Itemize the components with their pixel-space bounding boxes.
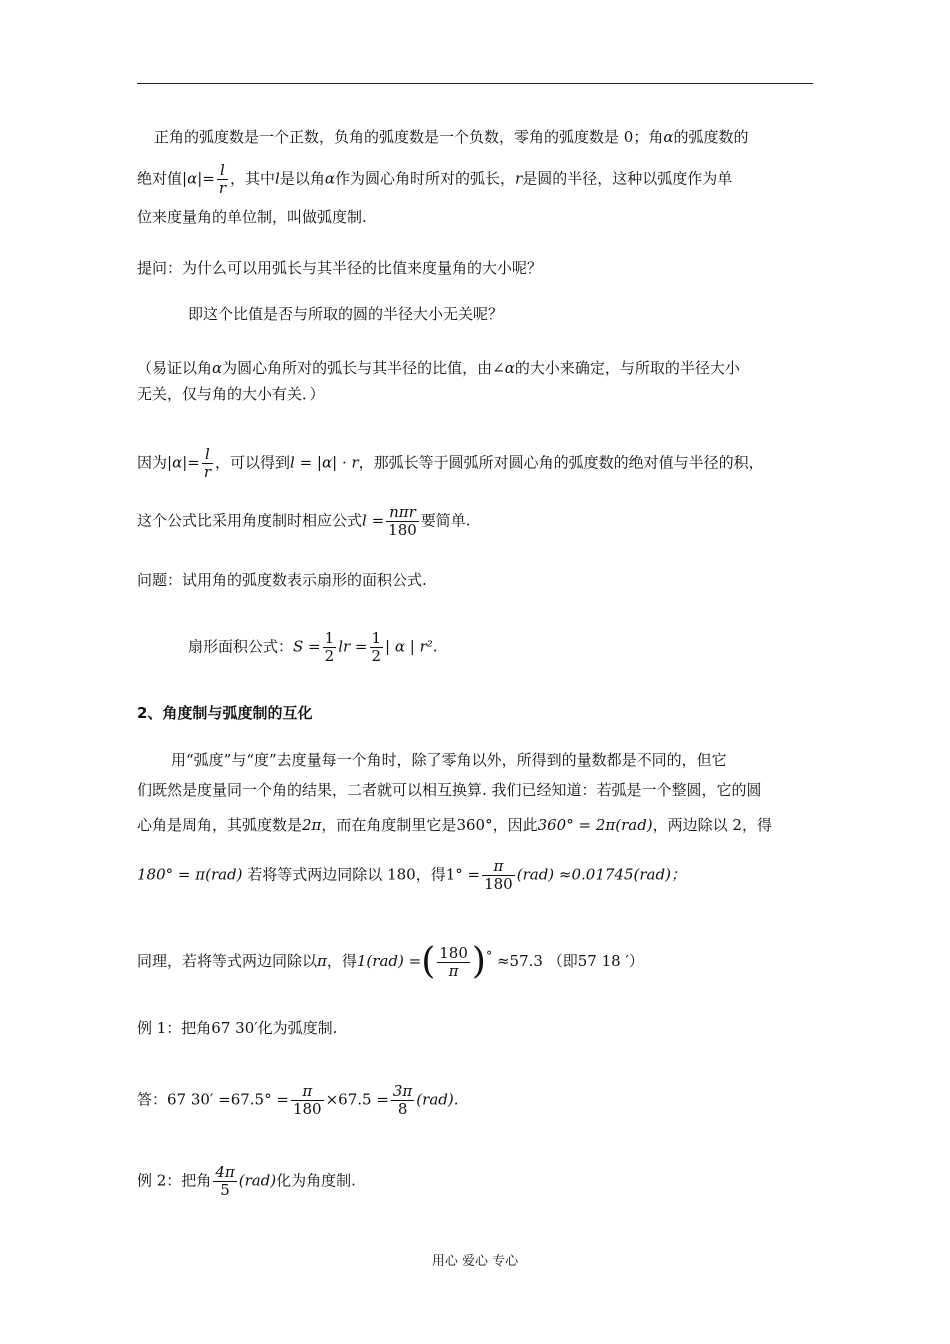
- text: 扇形面积公式：: [188, 637, 294, 656]
- text: （易证以角: [137, 359, 213, 377]
- formula-lr: lr =: [338, 637, 368, 656]
- alpha-symbol: α: [324, 169, 335, 188]
- fraction-180-over-pi: [437, 945, 470, 980]
- text: ，那弧长等于圆弧所对圆心角的弧度数的绝对值与半径的积，: [358, 453, 764, 472]
- denominator: 5: [220, 1181, 230, 1199]
- pi-symbol: π: [317, 952, 327, 970]
- equation-360: 360° = 2π(rad): [537, 816, 653, 834]
- text: 这个公式比采用角度制时相应公式: [137, 511, 363, 530]
- answer-line: [137, 1083, 458, 1118]
- text: 化为角度制.: [276, 1171, 356, 1190]
- numerator: 180: [439, 943, 468, 962]
- denominator: r: [218, 179, 227, 197]
- question-2: 即这个比值是否与所取的圆的半径大小无关呢？: [188, 305, 504, 323]
- numerator: l: [202, 446, 213, 464]
- deg-360: 360°: [456, 816, 493, 834]
- approx-rad: (rad) ≈0.01745(rad)；: [516, 865, 686, 884]
- abs-alpha: |α|: [167, 453, 188, 472]
- formula-s: S =: [293, 637, 321, 656]
- denominator: 180: [292, 1100, 322, 1118]
- text: 的大小来确定，与所取的半径大小: [514, 359, 740, 377]
- approx-value: ≈57.3: [496, 952, 543, 970]
- header-rule: [137, 83, 813, 84]
- degree-mark: °: [485, 948, 493, 963]
- example-1: 例 1：把角67 30′化为弧度制.: [137, 1019, 338, 1037]
- answer-mid: ×67.5 =: [325, 1090, 389, 1109]
- two-pi: 2π: [302, 816, 322, 834]
- one-degree: 1° =: [445, 865, 481, 884]
- fraction-pi-over-180: [291, 1083, 324, 1118]
- para1-line1: [154, 127, 748, 147]
- text: ，得: [326, 952, 357, 970]
- text: 是以角: [279, 169, 325, 188]
- para1-line2: [137, 162, 732, 197]
- because-line: [137, 446, 764, 481]
- text: 的弧度数的: [673, 128, 749, 146]
- denominator: π: [448, 961, 459, 980]
- alpha-symbol: α: [663, 128, 674, 146]
- text: ，而在角度制里它是: [321, 816, 457, 834]
- numerator: 3π: [392, 1082, 413, 1100]
- denominator: 8: [397, 1100, 408, 1118]
- fraction-l-over-r: [217, 162, 228, 197]
- l-symbol: l: [275, 169, 280, 188]
- para2-line2: 们既然是度量同一个角的结果，二者就可以相互换算. 我们已经知道：若弧是一个整圆，它的圆: [137, 781, 762, 799]
- numerator: nπr: [386, 504, 419, 522]
- fraction-l-over-r: [202, 446, 213, 481]
- fraction-npir-over-180: [386, 504, 419, 539]
- denominator: 2: [371, 647, 382, 665]
- para2-line3: [137, 815, 772, 835]
- fraction-pi-over-180: [482, 858, 515, 893]
- text: （即57 18 ′）: [547, 952, 644, 970]
- text: 若将等式两边同除以 180，得: [247, 865, 446, 884]
- denominator: 180: [484, 875, 513, 893]
- text: 同理，若将等式两边同除以: [137, 952, 318, 970]
- text: ，因此: [492, 816, 538, 834]
- numerator: π: [291, 1083, 324, 1101]
- right-paren: ): [471, 941, 486, 982]
- sector-formula-line: [188, 630, 438, 665]
- fraction-one-half: [323, 630, 337, 665]
- formula-lhs: l =: [362, 511, 385, 530]
- text: ，两边除以 2，得: [652, 816, 772, 834]
- text: 作为圆心角时所对的弧长，: [335, 169, 516, 188]
- alpha-symbol: α: [212, 359, 223, 377]
- abs-alpha: |α|: [182, 169, 203, 188]
- one-rad: 1(rad) =: [356, 952, 422, 970]
- fraction-4pi-over-5: [213, 1164, 236, 1199]
- equals: =: [202, 169, 215, 188]
- answer-lhs: 67 30′ =67.5° =: [167, 1090, 289, 1109]
- numerator: 4π: [215, 1163, 235, 1181]
- text: 是圆的半径，这种以弧度作为单: [522, 169, 733, 188]
- equals: =: [187, 453, 200, 472]
- problem-line: 问题：试用角的弧度数表示扇形的面积公式.: [137, 571, 427, 589]
- numerator: 1: [324, 629, 335, 647]
- same-line: [137, 942, 644, 982]
- text: 要简单.: [420, 511, 471, 530]
- denominator: 180: [388, 521, 417, 539]
- text: ，其中: [230, 169, 276, 188]
- numerator: 1: [371, 629, 382, 647]
- left-paren: (: [421, 941, 436, 982]
- section-heading: 2、角度制与弧度制的互化: [137, 704, 313, 722]
- formula-tail: | α | r².: [385, 637, 438, 656]
- text: 心角是周角，其弧度数是: [137, 816, 303, 834]
- fraction-one-half: [370, 630, 384, 665]
- equation-180: 180° = π(rad): [137, 865, 243, 884]
- example-2: [137, 1164, 356, 1199]
- note-line2: 无关，仅与角的大小有关．）: [137, 385, 325, 403]
- text: 绝对值: [137, 169, 183, 188]
- note-line1: [137, 358, 740, 378]
- answer-rhs: (rad).: [416, 1090, 459, 1109]
- text: 为圆心角所对的弧长与其半径的比值，由: [222, 359, 493, 377]
- para2-line1: 用“弧度”与“度”去度量每一个角时，除了零角以外，所得到的量数都是不同的，但它: [171, 751, 727, 769]
- page-footer: 用心 爱心 专心: [431, 1254, 519, 1269]
- r-symbol: r: [515, 169, 523, 188]
- formula-line: [137, 504, 471, 539]
- angle-alpha: ∠α: [492, 359, 515, 377]
- para1-line3: 位来度量角的单位制，叫做弧度制.: [137, 208, 367, 226]
- denominator: r: [203, 463, 212, 481]
- text: 答：: [137, 1090, 168, 1109]
- numerator: l: [217, 162, 228, 180]
- para2-line4: [137, 858, 686, 893]
- fraction-3pi-over-8: [391, 1083, 414, 1118]
- arc-length-formula: l = |α| · r: [290, 453, 359, 472]
- text: 例 2：把角: [137, 1171, 212, 1190]
- numerator: π: [482, 858, 515, 876]
- question-1: 提问：为什么可以用弧长与其半径的比值来度量角的大小呢？: [137, 259, 543, 277]
- denominator: 2: [324, 647, 335, 665]
- rad-unit: (rad): [238, 1171, 277, 1190]
- text: ，可以得到: [215, 453, 291, 472]
- text: 正角的弧度数是一个正数，负角的弧度数是一个负数，零角的弧度数是 0；角: [154, 128, 664, 146]
- text: 因为: [137, 453, 168, 472]
